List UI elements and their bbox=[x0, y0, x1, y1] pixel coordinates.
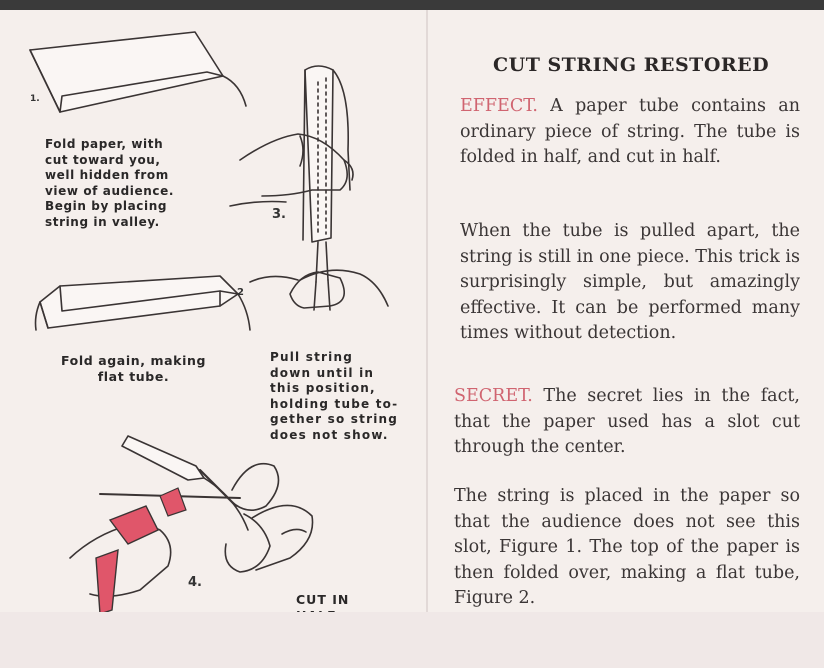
figure-3-hand-tube bbox=[230, 66, 388, 310]
effect-label: EFFECT. bbox=[460, 96, 538, 116]
page-title: CUT STRING RESTORED bbox=[493, 54, 770, 76]
effect-text: A paper tube contains an ordinary piece of string. The tube is folded in half, and cut in half. bbox=[460, 96, 800, 167]
figure-2-number: 2 bbox=[237, 287, 244, 298]
figure-4-caption: CUT IN bbox=[296, 592, 350, 607]
figure-3-number: 3. bbox=[272, 207, 286, 222]
figure-2-tube bbox=[36, 276, 251, 330]
figure-4-number: 4. bbox=[188, 575, 202, 590]
illustrations-svg bbox=[0, 10, 426, 612]
figure-2-caption: Fold again, making flat tube. bbox=[61, 353, 207, 384]
red-tube-top bbox=[160, 488, 186, 516]
effect-paragraph bbox=[460, 94, 800, 171]
red-tube-piece bbox=[110, 506, 158, 544]
red-handle-piece bbox=[96, 550, 118, 612]
top-edge bbox=[0, 0, 824, 10]
right-page-text bbox=[430, 10, 824, 612]
string-placed-paragraph: The string is placed in the paper so that the audience does not see this slot, Figure 1. The top of the paper is then folded over, making a flat tube, Figure 2. bbox=[454, 486, 800, 608]
pull-apart-paragraph: When the tube is pulled apart, the string is still in one piece. This trick is surprisingly simple, but amazingly effective. It can be performed many times without detection. bbox=[460, 221, 800, 343]
left-page-illustrations bbox=[0, 10, 426, 612]
secret-label: SECRET. bbox=[454, 386, 533, 406]
bottom-margin bbox=[0, 612, 824, 668]
figure-1-number: 1. bbox=[30, 94, 40, 104]
secret-text: The secret lies in the fact, that the paper used has a slot cut through the center. bbox=[454, 386, 800, 457]
page-gutter bbox=[426, 10, 428, 612]
figure-1-paper bbox=[30, 32, 246, 112]
figure-1-caption: Fold paper, with cut toward you, well hidden from view of audience. Begin by placing string in valley. bbox=[45, 137, 175, 229]
secret-paragraph bbox=[454, 384, 800, 461]
figure-3-caption: Pull string down until in this position, holding tube to- gether so string does not show. bbox=[270, 350, 399, 442]
